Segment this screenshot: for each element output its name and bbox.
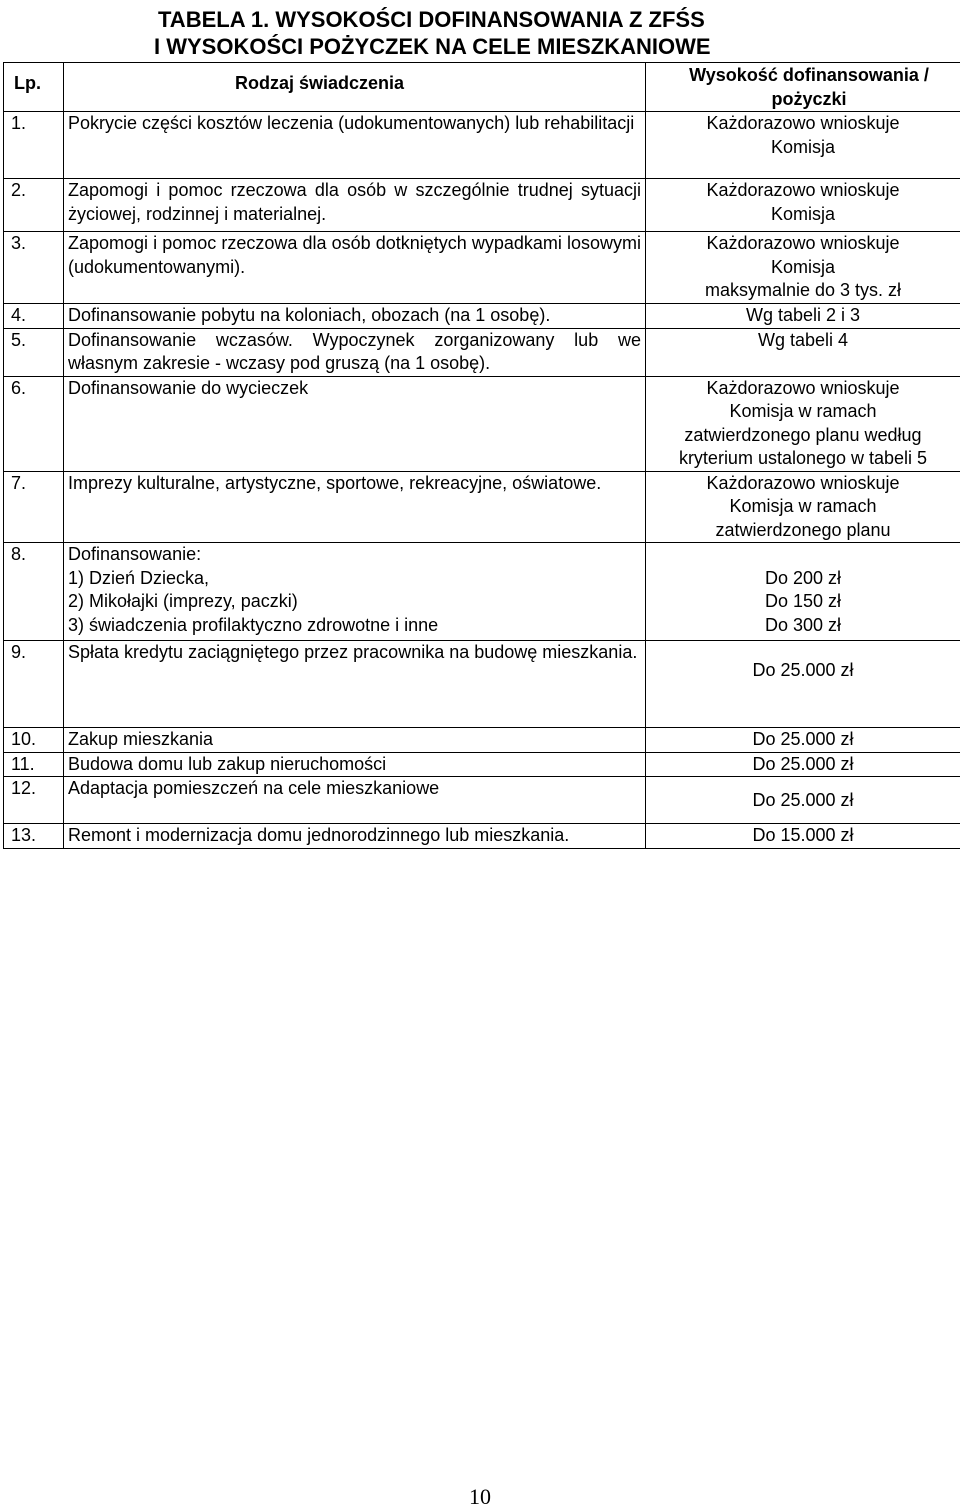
amount-value-line: Komisja <box>646 203 960 227</box>
benefit-description-line: Zapomogi i pomoc rzeczowa dla osób dotkniętych wypadkami losowymi (udokumentowanymi). <box>68 233 641 277</box>
table-row <box>4 641 960 728</box>
benefit-description <box>64 232 646 304</box>
amount-value <box>646 471 960 543</box>
benefit-description-line: 1) Dzień Dziecka, <box>68 567 641 591</box>
benefit-description-line: Spłata kredytu zaciągniętego przez pracownika na budowę mieszkania. <box>68 642 637 662</box>
amount-value-line: zatwierdzonego planu według <box>646 424 960 448</box>
benefit-description-line: Dofinansowanie do wycieczek <box>68 378 308 398</box>
amount-value-line: Każdorazowo wnioskuje <box>646 232 960 256</box>
benefit-description <box>64 543 646 641</box>
table-row <box>4 824 960 849</box>
benefit-description-line: Dofinansowanie wczasów. Wypoczynek zorganizowany lub we własnym zakresie - wczasy pod gruszą (na 1 osobę). <box>68 330 641 374</box>
table-row <box>4 471 960 543</box>
amount-value <box>646 641 960 728</box>
benefit-description-line: Pokrycie części kosztów leczenia (udokumentowanych) lub rehabilitacji <box>68 113 634 133</box>
benefit-description <box>64 471 646 543</box>
row-number: 2. <box>4 179 64 232</box>
benefit-description <box>64 777 646 824</box>
benefit-description <box>64 728 646 753</box>
benefit-description-line: Adaptacja pomieszczeń na cele mieszkaniowe <box>68 778 439 798</box>
benefit-description-line: Remont i modernizacja domu jednorodzinnego lub mieszkania. <box>68 825 569 845</box>
benefit-description-line: Dofinansowanie pobytu na koloniach, obozach (na 1 osobę). <box>68 305 550 325</box>
benefit-description <box>64 641 646 728</box>
table-row <box>4 232 960 304</box>
benefit-description <box>64 179 646 232</box>
amount-value <box>646 777 960 824</box>
table-title <box>158 6 798 60</box>
amount-value-line: Wg tabeli 4 <box>646 329 960 353</box>
row-number: 7. <box>4 471 64 543</box>
amount-value-line: maksymalnie do 3 tys. zł <box>646 279 960 303</box>
amount-value-line: Do 15.000 zł <box>646 824 960 848</box>
amount-value-line: Wg tabeli 2 i 3 <box>646 304 960 328</box>
amount-value <box>646 232 960 304</box>
table-row <box>4 112 960 179</box>
amount-value-line: Do 150 zł <box>646 590 960 614</box>
header-amount: Wysokość dofinansowania / pożyczki <box>646 63 960 112</box>
amount-value <box>646 728 960 753</box>
amount-value-line: Każdorazowo wnioskuje <box>646 112 960 136</box>
amount-value <box>646 328 960 376</box>
benefit-description-line: 3) świadczenia profilaktyczno zdrowotne i inne <box>68 614 641 638</box>
amount-value-line: Do 25.000 zł <box>646 789 960 813</box>
amount-value-line: Komisja <box>646 256 960 280</box>
table-row <box>4 728 960 753</box>
benefit-description <box>64 824 646 849</box>
amount-value-line: Każdorazowo wnioskuje <box>646 377 960 401</box>
amount-value <box>646 543 960 641</box>
benefit-description <box>64 376 646 471</box>
header-benefit-type: Rodzaj świadczenia <box>64 63 646 112</box>
amount-value <box>646 179 960 232</box>
benefit-description-line: Budowa domu lub zakup nieruchomości <box>68 754 386 774</box>
amount-value-line: Do 200 zł <box>646 567 960 591</box>
row-number: 4. <box>4 304 64 329</box>
amount-value-line: Do 25.000 zł <box>646 728 960 752</box>
table-row <box>4 328 960 376</box>
row-number: 12. <box>4 777 64 824</box>
amount-value-line: zatwierdzonego planu <box>646 519 960 543</box>
amount-value-line: Do 25.000 zł <box>646 753 960 777</box>
benefit-description <box>64 112 646 179</box>
table-title-line-1: TABELA 1. WYSOKOŚCI DOFINANSOWANIA Z ZFŚS <box>158 6 798 33</box>
amount-value-line: Do 300 zł <box>646 614 960 638</box>
row-number: 1. <box>4 112 64 179</box>
amount-value-line: kryterium ustalonego w tabeli 5 <box>646 447 960 471</box>
amount-value-line: Każdorazowo wnioskuje <box>646 179 960 203</box>
header-lp: Lp. <box>4 63 64 112</box>
amount-value-line: Każdorazowo wnioskuje <box>646 472 960 496</box>
table-header-row <box>4 63 960 112</box>
table-row <box>4 752 960 777</box>
subsidy-table <box>3 62 960 849</box>
amount-value-line <box>646 543 960 567</box>
table-row <box>4 543 960 641</box>
table-title-line-2: I WYSOKOŚCI POŻYCZEK NA CELE MIESZKANIOWE <box>154 33 794 60</box>
benefit-description-line: Zakup mieszkania <box>68 729 213 749</box>
row-number: 5. <box>4 328 64 376</box>
row-number: 8. <box>4 543 64 641</box>
row-number: 3. <box>4 232 64 304</box>
amount-value-line: Komisja w ramach <box>646 400 960 424</box>
benefit-description-line: 2) Mikołajki (imprezy, paczki) <box>68 590 641 614</box>
amount-value-line: Do 25.000 zł <box>646 659 960 683</box>
amount-value <box>646 824 960 849</box>
benefit-description-line: Imprezy kulturalne, artystyczne, sportowe, rekreacyjne, oświatowe. <box>68 473 601 493</box>
table-row <box>4 179 960 232</box>
row-number: 9. <box>4 641 64 728</box>
amount-value <box>646 304 960 329</box>
benefit-description <box>64 328 646 376</box>
benefit-description <box>64 304 646 329</box>
row-number: 10. <box>4 728 64 753</box>
amount-value <box>646 752 960 777</box>
amount-value-line: Komisja <box>646 136 960 160</box>
benefit-description-line: Dofinansowanie: <box>68 543 641 567</box>
amount-value-line: Komisja w ramach <box>646 495 960 519</box>
amount-value <box>646 112 960 179</box>
table-row <box>4 304 960 329</box>
row-number: 11. <box>4 752 64 777</box>
benefit-description <box>64 752 646 777</box>
row-number: 6. <box>4 376 64 471</box>
row-number: 13. <box>4 824 64 849</box>
page-number: 10 <box>0 1484 960 1510</box>
amount-value <box>646 376 960 471</box>
table-row <box>4 777 960 824</box>
benefit-description-line: Zapomogi i pomoc rzeczowa dla osób w szczególnie trudnej sytuacji życiowej, rodzinnej i materialnej. <box>68 180 641 224</box>
table-row <box>4 376 960 471</box>
